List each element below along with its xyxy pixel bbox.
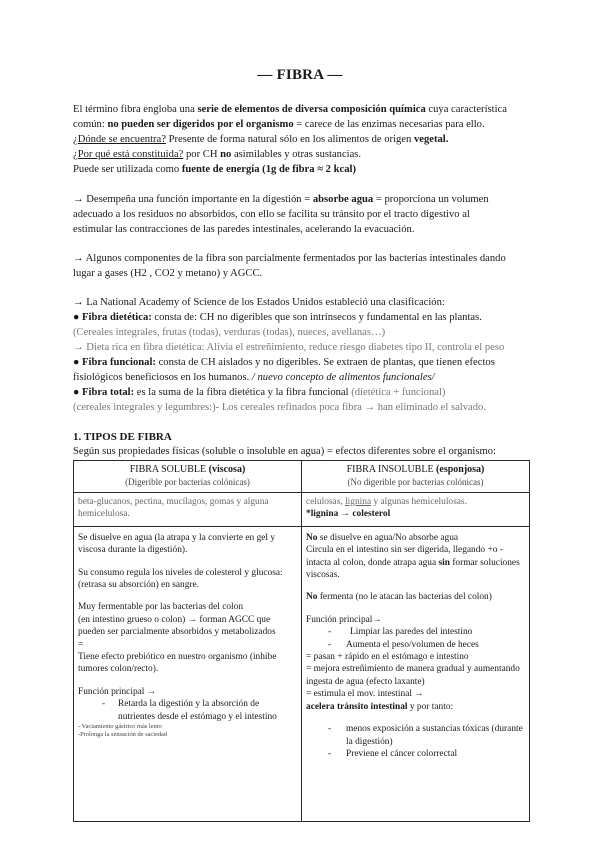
soluble-properties: Se disuelve en agua (la atrapa y la convierte en gel y viscosa durante la digestión). Su consumo regula los niveles de colesterol y glucosa: (retrasa su absorción) en sangre. Muy fermentable por las bacterias del colon (en intestino grueso o colon) → forman AGCC que pueden ser parcialmente absorbidos y metabolizados = Tiene efecto prebiótico en nuestro organismo (inhibe tumores colon/recto). Función principal → - Retarda la digestión y la absorción de nutrientes desde el estómago y el intestino - Vaciamiento gástrico más lento -Prolonga la sensación de saciedad (74, 526, 302, 821)
section-heading: 1. TIPOS DE FIBRA (73, 431, 172, 443)
intro-line-2: común: no pueden ser digeridos por el organismo = carece de las enzimas necesarias para ello. (73, 119, 485, 130)
intro-line-5: Puede ser utilizada como fuente de energía (1g de fibra ≈ 2 kcal) (73, 164, 356, 175)
insoluble-examples: celulosas, lignina y algunas hemicelulosas. *lignina → colesterol (302, 492, 530, 526)
intro-line-1: El término fibra engloba una serie de elementos de diversa composición química cuya característica (73, 104, 507, 115)
table-body-row (74, 526, 530, 821)
functional-fiber-line-2: fisiológicos beneficiosos en los humanos. / nuevo concepto de alimentos funcionales/ (73, 372, 435, 383)
digestion-line-1: → Desempeña una función importante en la digestión = absorbe agua = proporciona un volumen (73, 194, 489, 205)
page-title: — FIBRA — (257, 67, 343, 83)
insoluble-properties: No se disuelve en agua/No absorbe agua Circula en el intestino sin ser digerida, llegando +o - intacta al colon, donde atrapa agua sin formar soluciones viscosas. No fermenta (no le atacan las bacterias del colon) Función principal→ - Limpiar las paredes del intestino - Aumenta el peso/volumen de heces = pasan + rápido en el estómago e intestino = mejora estreñimiento de manera gradual y aumentando ingesta de agua (efecto laxante) = estimula el mov. intestinal → acelera tránsito intestinal y por tanto: - menos exposición a sustancias tóxicas (durante la digestión) - Previene el cáncer colorrectal (302, 526, 530, 821)
fermentation-paragraph (73, 251, 543, 281)
classification-paragraph (73, 295, 543, 415)
digestion-paragraph (73, 192, 543, 237)
dietary-fiber-benefits: → Dieta rica en fibra dietética: Alivia el estreñimiento, reduce riesgo diabetes tipo II, controla el peso (73, 342, 505, 353)
section-subtitle: Según sus propiedades físicas (soluble o insoluble en agua) = efectos diferentes sobre el organismo: (73, 446, 496, 457)
intro-line-3: ¿Dónde se encuentra? Presente de forma natural sólo en los alimentos de origen vegetal. (73, 134, 449, 145)
functional-fiber-line: ● Fibra funcional: consta de CH aislados y no digeribles. Se extraen de plantas, que tienen efectos (73, 357, 495, 368)
fermentation-line-1: → Algunos componentes de la fibra son parcialmente fermentados por las bacterias intestinales dando (73, 253, 506, 264)
soluble-examples: beta-glucanos, pectina, mucílagos, gomas y alguna hemicelulosa. (74, 492, 302, 526)
digestion-line-2: adecuado a los residuos no absorbidos, con ello se facilita su tránsito por el tracto digestivo al (73, 209, 470, 220)
dietary-fiber-examples: (Cereales integrales, frutas (todas), verduras (todas), nueces, avellanas…) (73, 327, 386, 338)
fermentation-line-2: lugar a gases (H2 , CO2 y metano) y AGCC. (73, 268, 263, 279)
total-fiber-line: ● Fibra total: es la suma de la fibra dietética y la fibra funcional (dietética + funcional) (73, 387, 446, 398)
digestion-line-3: estimular las contracciones de las paredes intestinales, acelerando la evacuación. (73, 224, 415, 235)
intro-line-4: ¿Por qué está constituida? por CH no asimilables y otras sustancias. (73, 149, 362, 160)
table-examples-row (74, 492, 530, 526)
intro-paragraph (73, 102, 543, 177)
soluble-header: FIBRA SOLUBLE (viscosa) (Digerible por bacterias colónicas) (74, 461, 302, 493)
fiber-types-table (73, 460, 530, 822)
classification-line-1: → La National Academy of Science de los Estados Unidos estableció una clasificación: (73, 297, 445, 308)
table-header-row (74, 461, 530, 493)
dietary-fiber-line: ● Fibra dietética: consta de: CH no digeribles que son intrínsecos y fundamental en las plantas. (73, 312, 482, 323)
insoluble-header: FIBRA INSOLUBLE (esponjosa) (No digerible por bacterias colónicas) (302, 461, 530, 493)
total-fiber-examples: (cereales integrales y legumbres:)- Los cereales refinados poca fibra → han eliminado el salvado. (73, 402, 486, 413)
